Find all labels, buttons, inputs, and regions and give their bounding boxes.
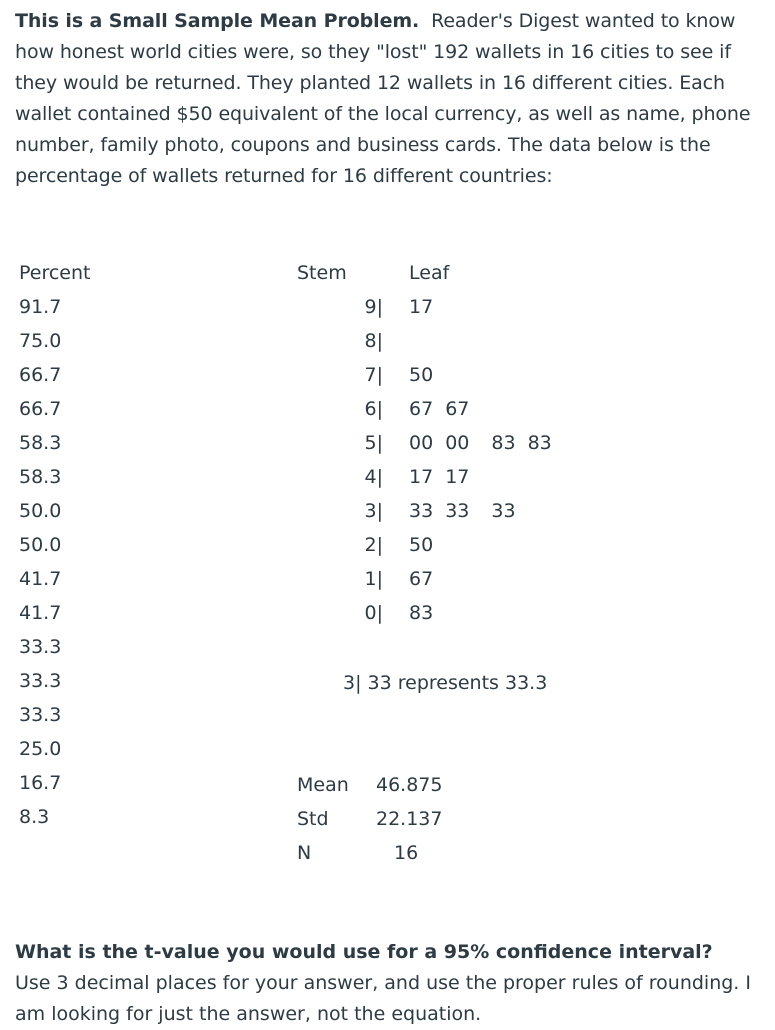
leaf-row: [409, 466, 481, 488]
mean-value: 46.875: [376, 774, 443, 796]
percent-value: 58.3: [19, 466, 62, 488]
percent-value: 8.3: [19, 806, 50, 828]
percent-value: 33.3: [19, 636, 62, 658]
percent-value: 50.0: [19, 534, 62, 556]
leaf-value: 50: [409, 534, 434, 556]
percent-value: 50.0: [19, 500, 62, 522]
problem-intro: [15, 6, 755, 192]
question-instructions: Use 3 decimal places for your answer, and use the proper rules of rounding. I am looking for just the answer, not the equation.: [15, 972, 751, 1025]
leaf-row: [409, 398, 481, 420]
leaf-value: 83: [409, 602, 434, 624]
leaf-value: 67: [409, 398, 434, 420]
percent-value: 16.7: [19, 772, 62, 794]
leaf-row: [409, 500, 528, 522]
percent-value: 91.7: [19, 296, 62, 318]
percent-value: 33.3: [19, 704, 62, 726]
problem-heading: This is a Small Sample Mean Problem.: [15, 10, 420, 32]
leaf-value: 33: [491, 500, 516, 522]
n-label: N: [297, 842, 312, 864]
leaf-value: 67: [445, 398, 470, 420]
percent-value: 25.0: [19, 738, 62, 760]
leaf-value: 17: [409, 466, 434, 488]
leaf-value: 50: [409, 364, 434, 386]
leaf-value: 83: [491, 432, 516, 454]
question-heading: What is the t-value you would use for a 95% confidence interval?: [15, 941, 713, 963]
leaf-row: [409, 432, 564, 454]
stem-value: 8|: [364, 330, 383, 352]
stem-value: 7|: [364, 364, 383, 386]
stem-value: 1|: [364, 568, 383, 590]
leaf-row: [409, 568, 445, 590]
std-value: 22.137: [376, 808, 443, 830]
stem-value: 9|: [364, 296, 383, 318]
stem-value: 0|: [364, 602, 383, 624]
stem-leaf-key: 3| 33 represents 33.3: [343, 672, 548, 694]
percent-value: 66.7: [19, 364, 62, 386]
leaf-value: 00: [445, 432, 470, 454]
leaf-row: [409, 602, 445, 624]
percent-value: 75.0: [19, 330, 62, 352]
problem-description: Reader's Digest wanted to know how honest world cities were, so they "lost" 192 wallets in 16 cities to see if they would be returned. They planted 12 wallets in 16 different cities. Each wallet contained $50 equivalent of the local currency, as well as name, phone number, family photo, coupons and business cards. The data below is the percentage of wallets returned for 16 different countries:: [15, 10, 751, 187]
percent-value: 33.3: [19, 670, 62, 692]
question-text: [15, 937, 760, 1030]
stem-value: 2|: [364, 534, 383, 556]
leaf-value: 33: [409, 500, 434, 522]
percent-value: 41.7: [19, 568, 62, 590]
leaf-value: 17: [409, 296, 434, 318]
leaf-header: Leaf: [409, 262, 450, 284]
stem-header: Stem: [297, 262, 347, 284]
percent-value: 58.3: [19, 432, 62, 454]
percent-value: 41.7: [19, 602, 62, 624]
stem-value: 6|: [364, 398, 383, 420]
leaf-value: 67: [409, 568, 434, 590]
leaf-row: [409, 296, 445, 318]
leaf-value: 33: [445, 500, 470, 522]
leaf-value: 17: [445, 466, 470, 488]
std-label: Std: [297, 808, 329, 830]
n-value: 16: [394, 842, 419, 864]
leaf-row: [409, 364, 445, 386]
percent-value: 66.7: [19, 398, 62, 420]
leaf-value: 00: [409, 432, 434, 454]
mean-label: Mean: [297, 774, 349, 796]
stem-value: 5|: [364, 432, 383, 454]
percent-header: Percent: [19, 262, 91, 284]
stem-value: 3|: [364, 500, 383, 522]
leaf-value: 83: [527, 432, 552, 454]
stem-value: 4|: [364, 466, 383, 488]
leaf-row: [409, 534, 445, 556]
